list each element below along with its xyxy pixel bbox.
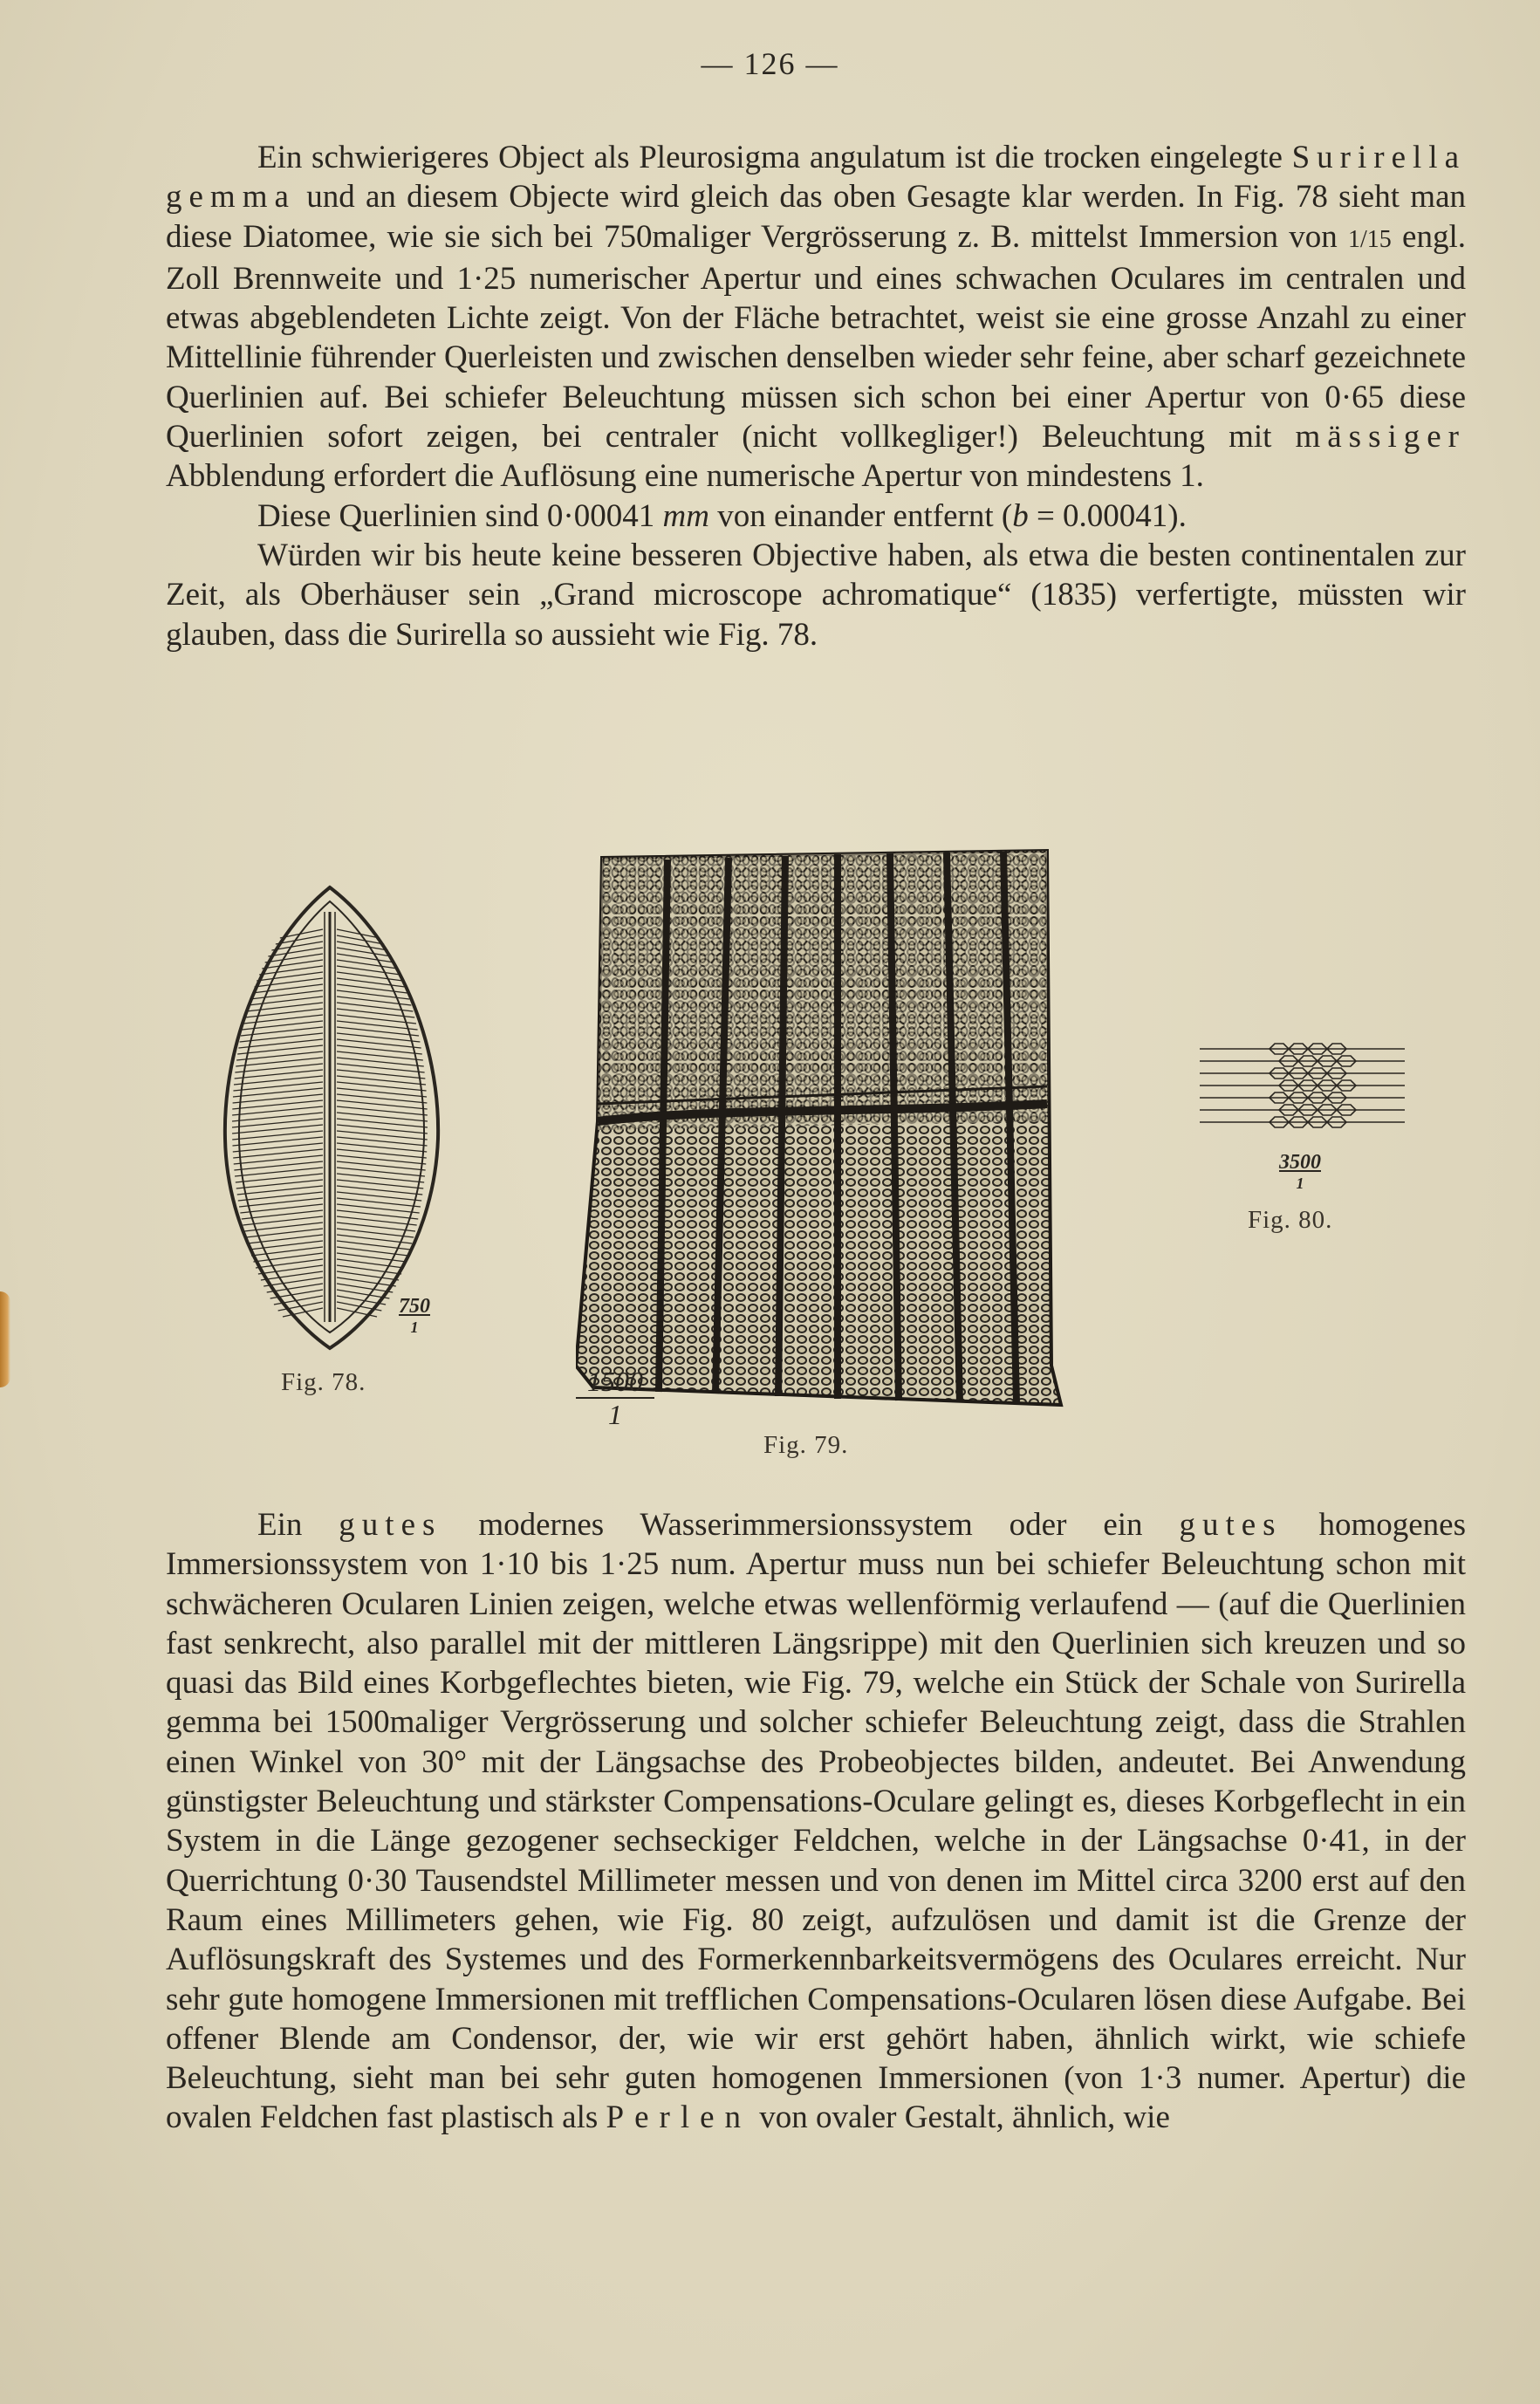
scale-fig79-numerator: 1500 [576, 1366, 654, 1399]
paragraph-2-text-c: = 0.00041). [1028, 497, 1187, 534]
paragraph-2 [166, 497, 1466, 536]
scale-label-fig79 [576, 1366, 654, 1430]
paragraph-4-text-b: modernes Wasserimmersionssystem oder ein [441, 1507, 1180, 1543]
emphasis-gutes-2: gutes [1179, 1507, 1283, 1543]
scale-fig80-denominator: 1 [1296, 1175, 1304, 1192]
page-edge-tab [0, 1291, 10, 1387]
species-name-spaced: Surirella gemma [166, 140, 1466, 216]
caption-fig80: Fig. 80. [1248, 1206, 1333, 1234]
scale-fig79-denominator: 1 [608, 1399, 622, 1430]
unit-mm: mm [662, 497, 709, 534]
figure-79 [576, 842, 1064, 1430]
emphasis-perlen: Perlen [606, 2099, 752, 2136]
paragraph-3: Würden wir bis heute keine besseren Objective haben, als etwa die besten continentalen zur Zeit, als Oberhäuser sein „Grand microscope achromatique“ (1835) verfertigte, müssten wir glauben, dass die Surirella so aussieht wie Fig. 78. [166, 537, 1466, 653]
scale-fig80-numerator: 3500 [1279, 1151, 1321, 1174]
paragraph-1-text-a: Ein schwierigeres Object als Pleurosigma angulatum ist die trocken eingelegte [257, 140, 1292, 175]
text-block-bottom [166, 1505, 1466, 2138]
paragraph-4 [166, 1505, 1466, 2138]
paragraph-1-text-c: engl. Zoll Brennweite und 1·25 numerischer Apertur und eines schwachen Oculares im centralen und etwas abgeblendeten Lichte zeigt. Von der Fläche betrachtet, weist sie eine grosse Anzahl zu einer Mittellinie führender Querleisten und zwischen denselben wieder sehr feine, aber scharf gezeichnete Querlinien auf. Bei schiefer Beleuchtung müssen sich schon bei einer Apertur von 0·65 diese Querlinien sofort zeigen, bei centraler (nicht vollkegliger!) Beleuchtung mit [166, 218, 1467, 455]
paragraph-2-text-b: von einander entfernt ( [708, 497, 1013, 534]
text-block-top [166, 138, 1466, 654]
hexagon-fields-drawing [1200, 1038, 1405, 1143]
paragraph-4-text-d: von ovaler Gestalt, ähnlich, wie [751, 2099, 1170, 2136]
caption-fig79: Fig. 79. [763, 1431, 849, 1459]
emphasis-maessiger: mässiger [1295, 419, 1466, 455]
variable-b: b [1012, 497, 1029, 534]
figure-78 [218, 877, 454, 1353]
scale-label-fig78 [388, 1296, 441, 1338]
paragraph-2-text-a: Diese Querlinien sind 0·00041 [257, 497, 663, 534]
scale-fig78-numerator: 750 [399, 1295, 430, 1318]
figure-80 [1200, 1038, 1405, 1192]
emphasis-gutes-1: gutes [339, 1507, 442, 1543]
scale-label-fig80 [1270, 1152, 1331, 1194]
paragraph-1-text-d: Abblendung erfordert die Auflösung eine numerische Apertur von mindestens 1. [166, 458, 1204, 495]
surirella-shell-fragment-drawing [576, 842, 1064, 1409]
page-number: — 126 — [701, 46, 839, 81]
paragraph-1-text-b: und an diesem Objecte wird gleich das oben Gesagte klar werden. In Fig. 78 sieht man diese Diatomee, wie sie sich bei 750maliger Vergrösserung z. B. mittelst Immersion von [166, 179, 1466, 255]
caption-fig78: Fig. 78. [281, 1368, 366, 1396]
paragraph-1 [166, 138, 1466, 497]
surirella-diatom-drawing [218, 877, 454, 1353]
paragraph-4-text-c: homogenes Immersionssystem von 1·10 bis 1·25 num. Apertur muss nun bei schiefer Beleuchtung schon mit schwächeren Ocularen Linien zeigen, welche etwas wellenförmig verlaufend — (auf die Querlinien fast senkrecht, also parallel mit der mittleren Längsrippe) mit den Querlinien sich kreuzen und so quasi das Bild eines Korbgeflechtes bieten, wie Fig. 79, welche ein Stück der Schale von Surirella gemma bei 1500maliger Vergrösserung und solcher schiefer Beleuchtung zeigt, dass die Strahlen einen Winkel von 30° mit der Längsachse des Probeobjectes bilden, andeutet. Bei Anwendung günstigster Beleuchtung und stärkster Compensations-Oculare gelingt es, dieses Korbgeflecht in ein System in die Länge gezogener sechseckiger Feldchen, welche in der Längsachse 0·41, in der Querrichtung 0·30 Tausendstel Millimeter messen und von denen im Mittel circa 3200 erst auf den Raum eines Millimeters gehen, wie Fig. 80 zeigt, aufzulösen und damit ist die Grenze der Auflösungskraft des Systemes und des Formerkennbarkeitsvermögens des Oculares erreicht. Nur sehr gute homogene Immersionen mit trefflichen Compensations-Ocularen lösen diese Aufgabe. Bei offener Blende am Condensor, der, wie wir erst gehört haben, ähnlich wirkt, wie schiefe Beleuchtung, sieht man bei sehr guten homogenen Immersionen (von 1·3 numer. Apertur) die ovalen Feldchen fast plastisch als [166, 1507, 1466, 2136]
fraction-1-15: 1/15 [1348, 225, 1392, 253]
paragraph-4-text-a: Ein [257, 1507, 339, 1543]
scale-fig78-denominator: 1 [410, 1318, 419, 1336]
